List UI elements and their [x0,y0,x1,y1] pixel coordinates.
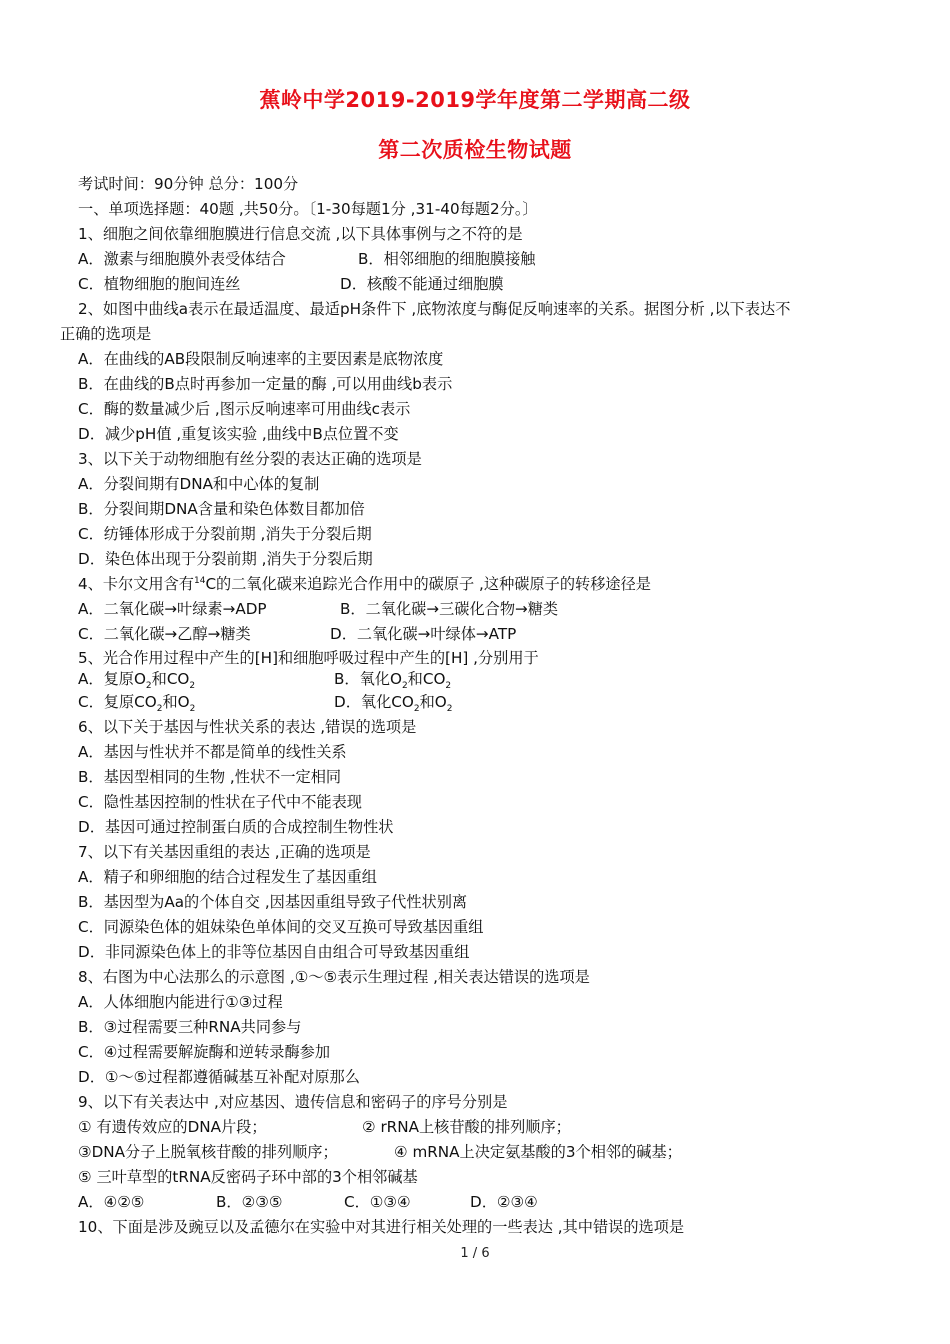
q8-option-b: B．③过程需要三种RNA共同参与 [78,1018,302,1036]
q2-option-b: B．在曲线的B点时再参加一定量的酶 ,可以用曲线b表示 [78,375,453,393]
q8-option-a: A．人体细胞内能进行①③过程 [78,993,283,1011]
q9-item-2: ② rRNA上核苷酸的排列顺序； [362,1118,571,1136]
q6-option-b: B．基因型相同的生物 ,性状不一定相同 [78,768,342,786]
exam-subtitle: 第二次质检生物试题 [378,138,572,162]
q2-option-c: C．酶的数量减少后 ,图示反响速率可用曲线c表示 [78,400,411,418]
q1-option-d: D．核酸不能通过细胞膜 [340,275,504,293]
q6-stem: 6、以下关于基因与性状关系的表达 ,错误的选项是 [78,718,417,736]
section-heading: 一、单项选择题：40题 ,共50分。〔1-30每题1分 ,31-40每题2分。〕 [78,200,538,218]
q2-stem: 2、如图中曲线a表示在最适温度、最适pH条件下 ,底物浓度与酶促反响速率的关系。据图分析 ,以下表达不 [78,300,791,318]
q2-option-d: D．减少pH值 ,重复该实验 ,曲线中B点位置不变 [78,425,399,443]
exam-title: 蕉岭中学2019-2019学年度第二学期高二级 [259,88,691,112]
q7-stem: 7、以下有关基因重组的表达 ,正确的选项是 [78,843,371,861]
q2-option-a: A．在曲线的AB段限制反响速率的主要因素是底物浓度 [78,350,444,368]
q5-stem: 5、光合作用过程中产生的[H]和细胞呼吸过程中产生的[H] ,分别用于 [78,649,539,667]
q8-option-c: C．④过程需要解旋酶和逆转录酶参加 [78,1043,331,1061]
q9-item-5: ⑤ 三叶草型的tRNA反密码子环中部的3个相邻碱基 [78,1168,418,1186]
q4-option-b: B．二氧化碳→三碳化合物→糖类 [340,600,559,618]
page-number: 1 / 6 [460,1246,490,1261]
q4-option-d: D．二氧化碳→叶绿体→ATP [330,625,517,643]
q9-option-b: B．②③⑤ [216,1193,283,1211]
q9-option-c: C．①③④ [344,1193,411,1211]
q7-option-a: A．精子和卵细胞的结合过程发生了基因重组 [78,868,377,886]
q3-option-b: B．分裂间期DNA含量和染色体数目都加倍 [78,500,365,518]
q9-item-3: ③DNA分子上脱氧核苷酸的排列顺序； [78,1143,338,1161]
q3-option-a: A．分裂间期有DNA和中心体的复制 [78,475,320,493]
q5-option-b: B．氧化$O_2$和$CO_2$ [334,670,452,692]
q1-option-a: A．激素与细胞膜外表受体结合 [78,250,286,268]
q3-option-d: D．染色体出现于分裂前期 ,消失于分裂后期 [78,550,373,568]
q9-stem: 9、以下有关表达中 ,对应基因、遗传信息和密码子的序号分别是 [78,1093,508,1111]
q7-option-d: D．非同源染色体上的非等位基因自由组合可导致基因重组 [78,943,470,961]
q2-stem-cont: 正确的选项是 [60,325,152,343]
q3-stem: 3、以下关于动物细胞有丝分裂的表达正确的选项是 [78,450,422,468]
q1-option-c: C．植物细胞的胞间连丝 [78,275,241,293]
q5-option-c: C．复原$CO_2$和$O_2$ [78,693,196,715]
q4-option-c: C．二氧化碳→乙醇→糖类 [78,625,251,643]
exam-info: 考试时间：90分钟 总分：100分 [78,175,299,193]
q1-stem: 1、细胞之间依靠细胞膜进行信息交流 ,以下具体事例与之不符的是 [78,225,523,243]
q4-option-a: A．二氧化碳→叶绿素→ADP [78,600,267,618]
q9-option-a: A．④②⑤ [78,1193,145,1211]
q1-option-b: B．相邻细胞的细胞膜接触 [358,250,536,268]
q6-option-a: A．基因与性状并不都是简单的线性关系 [78,743,347,761]
q5-option-a: A．复原$O_2$和$CO_2$ [78,670,196,692]
q3-option-c: C．纺锤体形成于分裂前期 ,消失于分裂后期 [78,525,372,543]
q8-stem: 8、右图为中心法那么的示意图 ,①～⑤表示生理过程 ,相关表达错误的选项是 [78,968,590,986]
q6-option-c: C．隐性基因控制的性状在子代中不能表现 [78,793,362,811]
q6-option-d: D．基因可通过控制蛋白质的合成控制生物性状 [78,818,394,836]
q7-option-b: B．基因型为Aa的个体自交 ,因基因重组导致子代性状别离 [78,893,468,911]
q9-item-4: ④ mRNA上决定氨基酸的3个相邻的碱基； [394,1143,682,1161]
q4-stem: 4、卡尔文用含有$^{14}$C的二氧化碳来追踪光合作用中的碳原子 ,这种碳原子的转移途径是 [78,575,651,593]
q10-stem: 10、下面是涉及豌豆以及孟德尔在实验中对其进行相关处理的一些表达 ,其中错误的选项是 [78,1218,685,1236]
q9-item-1: ① 有遗传效应的DNA片段； [78,1118,267,1136]
q9-option-d: D．②③④ [470,1193,538,1211]
q8-option-d: D．①～⑤过程都遵循碱基互补配对原那么 [78,1068,360,1086]
q7-option-c: C．同源染色体的姐妹染色单体间的交叉互换可导致基因重组 [78,918,484,936]
q5-option-d: D．氧化$CO_2$和$O_2$ [334,693,453,715]
